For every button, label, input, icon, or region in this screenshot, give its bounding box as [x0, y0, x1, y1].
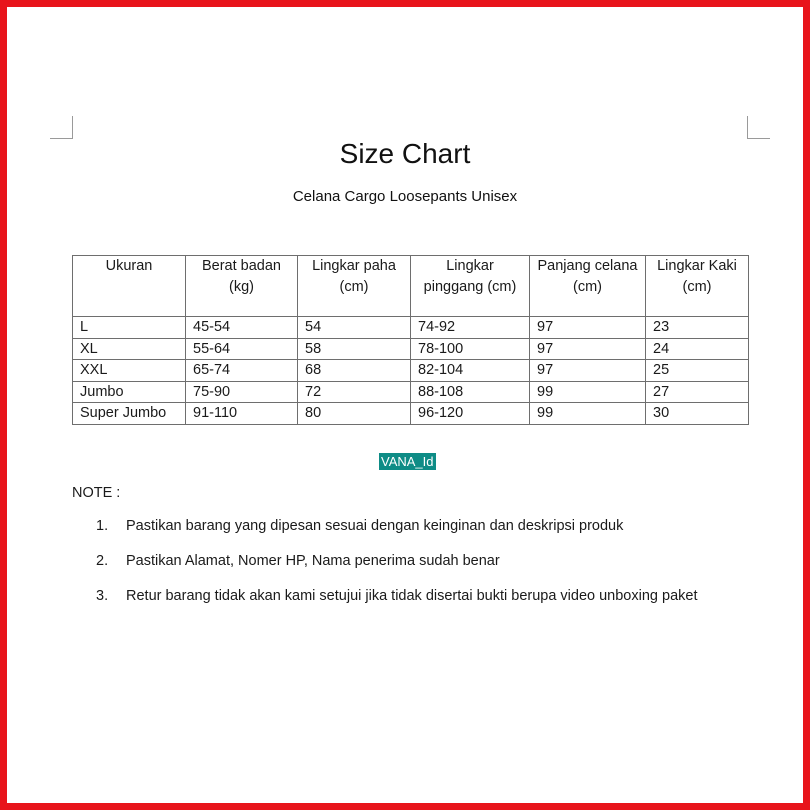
- table-cell: 91-110: [186, 403, 298, 425]
- list-item-number: 2.: [96, 553, 109, 569]
- table-cell: 27: [646, 381, 749, 403]
- table-cell: Jumbo: [73, 381, 186, 403]
- table-row: [73, 381, 749, 403]
- list-item-text: Pastikan barang yang dipesan sesuai dengan keinginan dan deskripsi produk: [126, 518, 624, 534]
- table-cell: Super Jumbo: [73, 403, 186, 425]
- table-cell: 25: [646, 360, 749, 382]
- table-cell: 75-90: [186, 381, 298, 403]
- table-cell: 74-92: [411, 317, 530, 339]
- list-item: [96, 551, 746, 572]
- table-row: [73, 360, 749, 382]
- note-heading: NOTE :: [72, 485, 121, 501]
- table-cell: 72: [298, 381, 411, 403]
- table-cell: 78-100: [411, 338, 530, 360]
- table-cell: 82-104: [411, 360, 530, 382]
- table-cell: 58: [298, 338, 411, 360]
- table-cell: 99: [530, 381, 646, 403]
- table-cell: XXL: [73, 360, 186, 382]
- header-berat-badan: Berat badan (kg): [186, 256, 298, 317]
- list-item: [96, 586, 746, 607]
- list-item-text: Pastikan Alamat, Nomer HP, Nama penerima sudah benar: [126, 553, 500, 569]
- page-corner-mark-left: [50, 116, 73, 139]
- table-row: [73, 403, 749, 425]
- header-lingkar-pinggang: Lingkar pinggang (cm): [411, 256, 530, 317]
- header-lingkar-paha: Lingkar paha (cm): [298, 256, 411, 317]
- table-cell: L: [73, 317, 186, 339]
- table-cell: 23: [646, 317, 749, 339]
- table-row: [73, 317, 749, 339]
- page-corner-mark-right: [747, 116, 770, 139]
- header-ukuran: Ukuran: [73, 256, 186, 317]
- document-subtitle: Celana Cargo Loosepants Unisex: [292, 188, 518, 205]
- table-row: [73, 338, 749, 360]
- table-header-row: [73, 256, 749, 317]
- table-cell: 88-108: [411, 381, 530, 403]
- table-cell: 45-54: [186, 317, 298, 339]
- list-item: [96, 516, 746, 537]
- table-cell: 97: [530, 360, 646, 382]
- table-cell: 24: [646, 338, 749, 360]
- table-cell: 30: [646, 403, 749, 425]
- header-panjang-celana: Panjang celana (cm): [530, 256, 646, 317]
- list-item-number: 3.: [96, 588, 109, 604]
- size-chart-table: [72, 255, 749, 425]
- table-cell: 65-74: [186, 360, 298, 382]
- table-cell: 99: [530, 403, 646, 425]
- table-cell: 55-64: [186, 338, 298, 360]
- document-title: Size Chart: [339, 138, 471, 169]
- table-cell: 97: [530, 338, 646, 360]
- brand-label: VANA_Id: [381, 454, 434, 469]
- table-cell: 68: [298, 360, 411, 382]
- list-item-text: Retur barang tidak akan kami setujui jika tidak disertai bukti berupa video unboxing paket: [126, 588, 698, 604]
- table-cell: 54: [298, 317, 411, 339]
- header-lingkar-kaki: Lingkar Kaki (cm): [646, 256, 749, 317]
- table-cell: 80: [298, 403, 411, 425]
- list-item-number: 1.: [96, 518, 109, 534]
- note-list: [96, 516, 746, 621]
- table-cell: 97: [530, 317, 646, 339]
- table-cell: XL: [73, 338, 186, 360]
- table-cell: 96-120: [411, 403, 530, 425]
